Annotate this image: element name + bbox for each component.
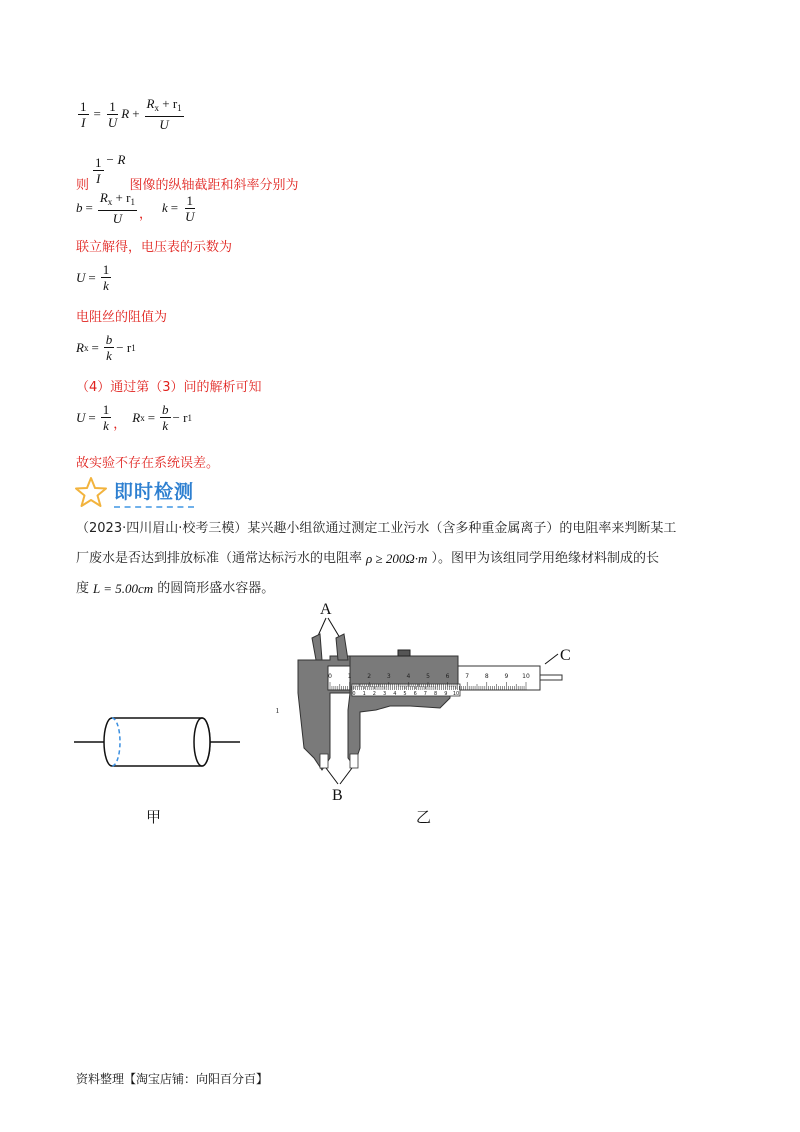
- section-title: 即时检测: [114, 477, 194, 508]
- problem-line-1: （2023·四川眉山·校考三模）某兴趣小组欲通过测定工业污水（含多种重金属离子）的电阻率来判断某工: [76, 521, 677, 536]
- caliper-label-c: C: [560, 647, 571, 664]
- problem-line-2: 厂废水是否达到排放标准（通常达标污水的电阻率 ρ ≥ 200Ω·m ）。图甲为该组同学用绝缘材料制成的长: [76, 551, 659, 566]
- star-icon: [74, 476, 108, 508]
- vernier-scale-label: 7: [423, 691, 427, 697]
- vernier-scale-label: 9: [444, 691, 448, 697]
- vernier-scale-label: 2: [372, 691, 376, 697]
- cylinder-container-figure: [74, 712, 240, 772]
- main-scale-label: 8: [484, 673, 489, 680]
- main-scale-label: 3: [386, 673, 391, 680]
- vernier-scale-label: 5: [403, 691, 407, 697]
- part4-line: （4）通过第（3）问的解析可知: [76, 380, 262, 395]
- main-scale-label: 10: [522, 673, 530, 680]
- main-scale-label: 4: [406, 673, 411, 680]
- vernier-caliper-figure: [290, 598, 580, 808]
- stray-mark: ı: [276, 706, 279, 716]
- solve-voltage-line: 联立解得，电压表的示数为: [76, 240, 233, 255]
- main-scale-label: 2: [367, 673, 372, 680]
- intercept-slope-line: 则 $\frac{1}{I}$ − R 图像的纵轴截距和斜率分别为: [76, 151, 299, 193]
- equation-9: U = $\frac{1}{k}$ ， R x = $\frac{b}{k}$ − r 1: [76, 402, 192, 433]
- vernier-scale-label: 0: [352, 691, 356, 697]
- footer-text: 资料整理【淘宝店铺：向阳百分百】: [76, 1072, 269, 1086]
- equation-1: $\frac{1}{I}$ = $\frac{1}{U}$ R + $\frac{R_x + r_1}{U}$: [80, 96, 182, 132]
- main-scale-label: 0: [328, 673, 332, 680]
- caliper-label-a: A: [320, 601, 332, 618]
- main-scale-label: 1: [347, 673, 352, 680]
- vernier-scale-label: 3: [383, 691, 387, 697]
- vernier-scale-label: 6: [413, 691, 417, 697]
- main-scale-label: 5: [426, 673, 430, 680]
- main-scale-label: 9: [504, 673, 509, 680]
- figure-label-yi: 乙: [416, 808, 432, 826]
- section-header: [74, 476, 194, 508]
- figure-label-jia: 甲: [146, 808, 162, 826]
- equation-5: U = $\frac{1}{k}$: [76, 262, 110, 293]
- vernier-scale-label: 4: [393, 691, 397, 697]
- main-scale-label: 6: [445, 673, 450, 680]
- conclusion-line: 故实验不存在系统误差。: [76, 456, 220, 471]
- caliper-label-b: B: [332, 787, 343, 804]
- equation-3: b = $\frac{R_x + r_1}{U}$ ， k = $\frac{1}{U}$: [76, 190, 195, 226]
- vernier-scale-label: 1: [362, 691, 366, 697]
- vernier-scale-label: 10: [452, 691, 460, 697]
- equation-7: R x = $\frac{b}{k}$ − r 1: [76, 332, 136, 363]
- resistance-line: 电阻丝的阻值为: [76, 310, 168, 325]
- problem-line-3: 度 L = 5.00cm 的圆筒形盛水容器。: [76, 581, 275, 596]
- main-scale-label: 7: [465, 673, 470, 680]
- vernier-scale-label: 8: [434, 691, 438, 697]
